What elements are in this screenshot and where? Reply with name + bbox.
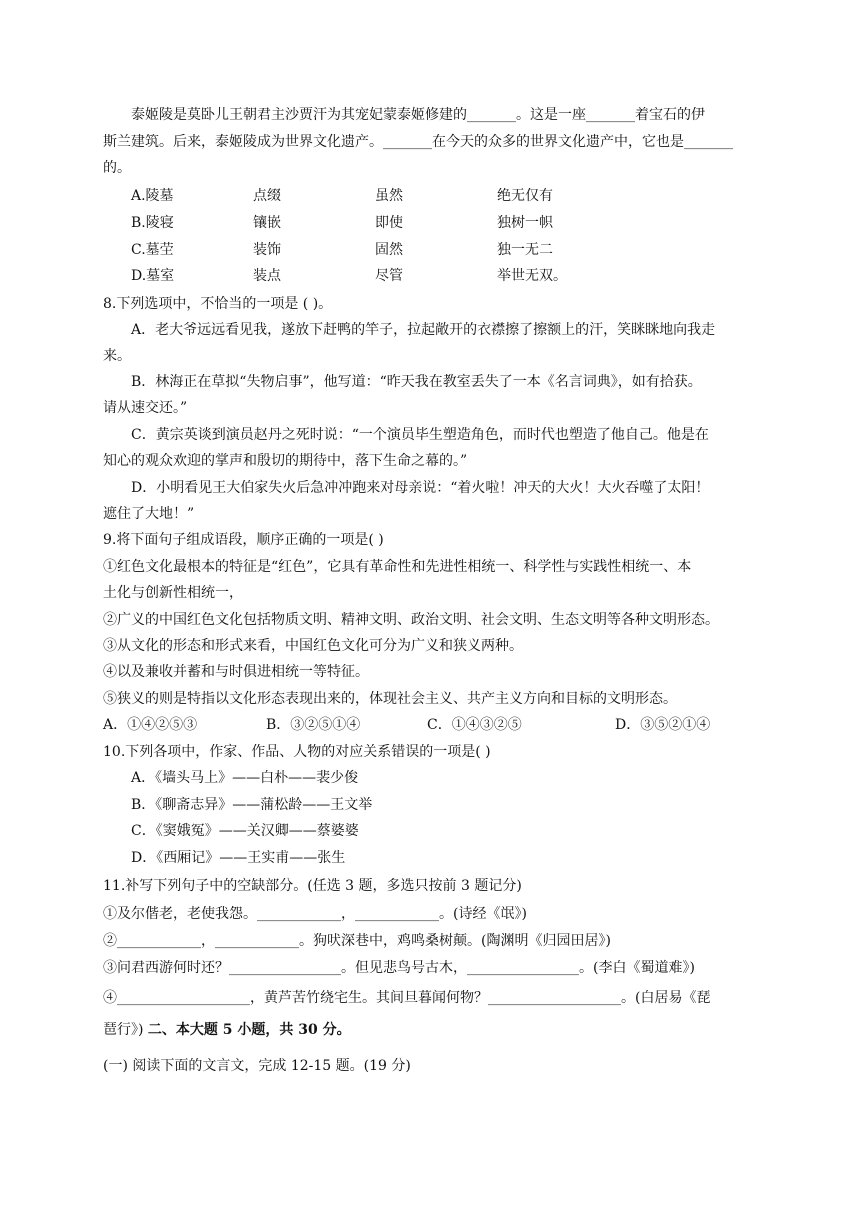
q9-sentence-3: ③从文化的形态和形式来看，中国红色文化可分为广义和狭义两种。 bbox=[103, 638, 523, 654]
q9-sentence-4: ④以及兼收并蓄和与时俱进相统一等特征。 bbox=[103, 664, 369, 680]
q7-option-c-col2: 装饰 bbox=[253, 242, 281, 258]
q9-sentence-1-line2: 土化与创新性相统一， bbox=[103, 585, 243, 601]
q9-stem: 9.将下面句子组成语段，顺序正确的一项是( ) bbox=[103, 532, 384, 548]
q10-option-a: A．《墙头马上》——白朴——裴少俊 bbox=[131, 770, 359, 786]
q7-option-b-col4: 独树一帜 bbox=[497, 215, 553, 231]
q7-stem-line3: 的。 bbox=[103, 160, 131, 176]
q10-option-b: B．《聊斋志异》——蒲松龄——王文举 bbox=[131, 797, 373, 813]
q11-item-3: ③问君西游何时还？________________。但见悲鸟号古木，________________。(李白《蜀道难》) bbox=[103, 960, 695, 976]
q7-option-a-col3: 虽然 bbox=[375, 188, 403, 204]
q10-option-c: C．《窦娥冤》——关汉卿——蔡婆婆 bbox=[131, 823, 359, 839]
q7-option-d-col1: D.墓室 bbox=[131, 268, 175, 284]
q8-option-c-line1: C．黄宗英谈到演员赵丹之死时说：“一个演员毕生塑造角色，而时代也塑造了他自己。他是在 bbox=[131, 427, 709, 443]
q11-item-4-continued bbox=[103, 1020, 351, 1040]
q7-option-a-col1: A.陵墓 bbox=[131, 188, 174, 204]
q9-option-c: C．①④③②⑤ bbox=[427, 717, 522, 733]
q10-option-d: D．《西厢记》——王实甫——张生 bbox=[131, 850, 346, 866]
q11-item-1: ①及尔偕老，老使我怨。____________，____________。(诗经《氓》) bbox=[103, 906, 527, 922]
q11-item-4: ④___________________，黄芦苦竹绕宅生。其间旦暮闻何物？___________________。(白居易《琵 bbox=[103, 990, 711, 1006]
q8-option-d-line2: 遮住了大地！” bbox=[103, 506, 195, 522]
q9-option-a: A．①④②⑤③ bbox=[103, 717, 198, 733]
q7-option-d-col4: 举世无双。 bbox=[497, 268, 567, 284]
q9-sentence-1-line1: ①红色文化最根本的特征是“红色”，它具有革命性和先进性相统一、科学性与实践性相统一、本 bbox=[103, 559, 692, 575]
q7-option-c-col3: 固然 bbox=[375, 242, 403, 258]
q7-stem-line1: 泰姬陵是莫卧儿王朝君主沙贾汗为其宠妃蒙泰姬修建的_______。这是一座_______着宝石的伊 bbox=[131, 107, 705, 123]
q11-item-2: ②____________，____________。狗吠深巷中，鸡鸣桑树颠。(陶渊明《归园田居》) bbox=[103, 933, 611, 949]
section-two-heading: 二、本大题 5 小题，共 30 分。 bbox=[147, 1022, 351, 1038]
q7-option-a-col4: 绝无仅有 bbox=[497, 188, 553, 204]
q8-option-a-line2: 来。 bbox=[103, 348, 131, 364]
q8-option-c-line2: 知心的观众欢迎的掌声和殷切的期待中，落下生命之幕的。” bbox=[103, 453, 468, 469]
q9-option-d: D．③⑤②①④ bbox=[615, 717, 711, 733]
q7-option-a-col2: 点缀 bbox=[253, 188, 281, 204]
q8-option-a-line1: A．老大爷远远看见我，遂放下赶鸭的竿子，拉起敞开的衣襟擦了擦额上的汗，笑眯眯地向我走 bbox=[131, 322, 716, 338]
q11-stem: 11.补写下列句子中的空缺部分。(任选 3 题，多选只按前 3 题记分) bbox=[103, 878, 522, 894]
q7-option-b-col3: 即使 bbox=[375, 215, 403, 231]
q10-stem: 10.下列各项中，作家、作品、人物的对应关系错误的一项是( ) bbox=[103, 744, 491, 760]
q8-option-b-line1: B．林海正在草拟“失物启事”，他写道：“昨天我在教室丢失了一本《名言词典》，如有拾获。 bbox=[131, 374, 702, 390]
q9-sentence-5: ⑤狭义的则是特指以文化形态表现出来的，体现社会主义、共产主义方向和目标的文明形态。 bbox=[103, 691, 677, 707]
q7-option-b-col2: 镶嵌 bbox=[253, 215, 281, 231]
q7-stem-line2: 斯兰建筑。后来，泰姬陵成为世界文化遗产。_______在今天的众多的世界文化遗产中，它也是_______ bbox=[103, 134, 733, 150]
reading-section-instruction: (一) 阅读下面的文言文，完成 12-15 题。(19 分) bbox=[103, 1058, 411, 1074]
q8-option-b-line2: 请从速交还。” bbox=[103, 400, 188, 416]
q8-option-d-line1: D．小明看见王大伯家失火后急冲冲跑来对母亲说：“着火啦！冲天的大火！大火吞噬了太阳！ bbox=[131, 480, 710, 496]
q7-option-d-col3: 尽管 bbox=[375, 268, 403, 284]
q7-option-c-col4: 独一无二 bbox=[497, 242, 553, 258]
q7-option-d-col2: 装点 bbox=[253, 268, 281, 284]
q9-option-b: B．③②⑤①④ bbox=[266, 717, 361, 733]
q7-option-c-col1: C.墓茔 bbox=[131, 242, 174, 258]
q7-option-b-col1: B.陵寝 bbox=[131, 215, 174, 231]
q8-stem: 8.下列选项中，不恰当的一项是 ( )。 bbox=[103, 296, 333, 312]
q11-item-4-tail: 琶行》) bbox=[103, 1022, 148, 1038]
q9-sentence-2: ②广义的中国红色文化包括物质文明、精神文明、政治文明、社会文明、生态文明等各种文明形态。 bbox=[103, 612, 719, 628]
